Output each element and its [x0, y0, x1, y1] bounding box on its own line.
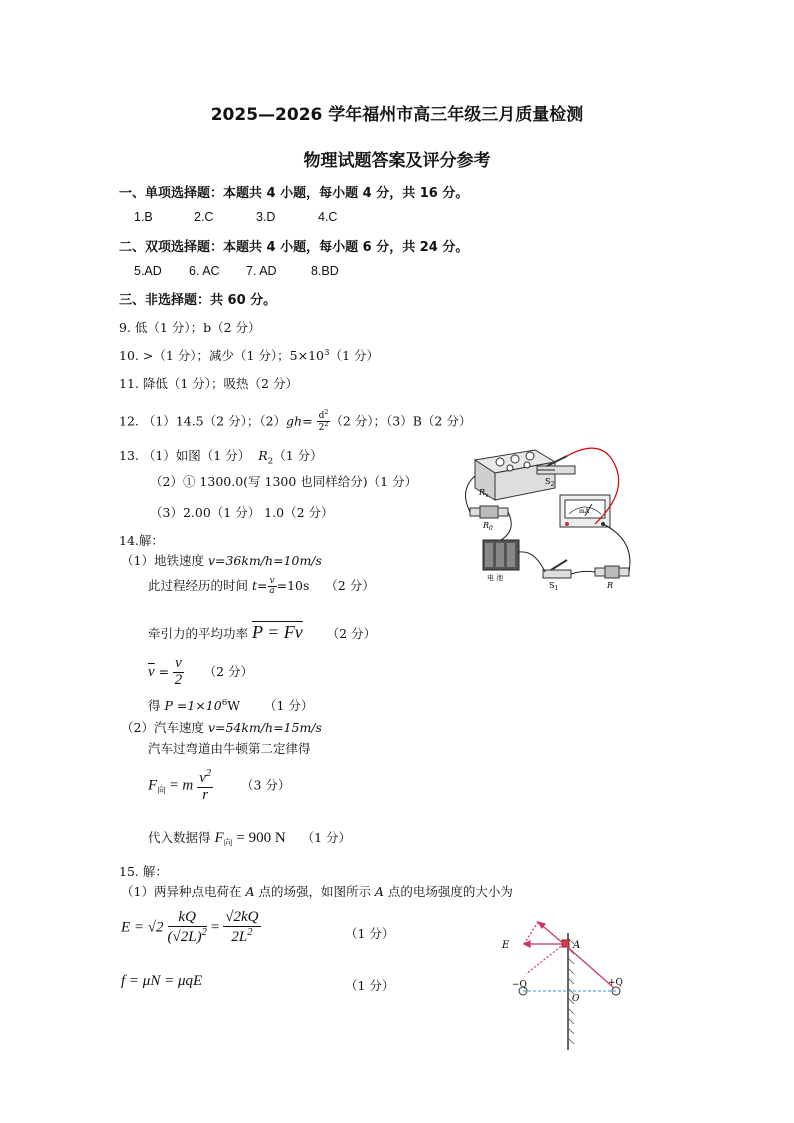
resistor-r0 [470, 506, 508, 518]
q14-result: 得 $P =1\times 10^6W$ （1 分） [148, 697, 314, 713]
page-subtitle: 物理试题答案及评分参考 [303, 151, 491, 171]
section-1-heading: 一、单项选择题：本题共 4 小题，每小题 4 分，共 16 分。 [119, 186, 469, 201]
answer-4: 4.C [318, 210, 338, 224]
label-s1: $S_1$ [549, 581, 559, 590]
q13-line-3: （3）2.00（1 分） 1.0（2 分） [150, 505, 334, 520]
q12-answer: 12. （1）14.5（2 分）；（2）gh= $\frac{d^2}{2^2}$ （2 分）；（3）B（2 分） [119, 409, 472, 434]
label-a: A [573, 940, 581, 951]
q12-fraction: $\frac{d^2}{2^2}$ [318, 409, 329, 434]
page-title: 2025—2026 学年福州市高三年级三月质量检测 [210, 105, 584, 125]
label-pos-q: +Q [608, 978, 623, 988]
answer-2: 2.C [194, 210, 214, 224]
field-diagram [498, 918, 628, 1053]
answer-6: 6. AC [189, 264, 220, 278]
label-o: O [572, 994, 580, 1004]
q14-power: 牵引力的平均功率 P = Fv （2 分） [148, 622, 377, 642]
q15-heading: 15. 解： [119, 864, 168, 879]
resistor-r [595, 566, 629, 578]
q13-line-1: 13. （1）如图（1 分） $R_2(1$ 分） [119, 448, 323, 467]
q15-friction-equation: f = μN = μqE [121, 973, 203, 989]
q14-time: 此过程经历的时间 t= $\frac{v}{a}$ =10s （2 分） [148, 575, 375, 596]
answer-8: 8.BD [311, 264, 339, 278]
q15-friction-score: （1 分） [345, 978, 395, 993]
battery [483, 540, 519, 570]
circuit-diagram [455, 440, 645, 590]
q14-substitution: 代入数据得 $F_向 = 900$ N （1 分） [148, 830, 352, 849]
section-3-heading: 三、非选择题：共 60 分。 [119, 293, 277, 308]
section-2-heading: 二、双项选择题：本题共 4 小题，每小题 6 分，共 24 分。 [119, 240, 469, 255]
label-ma: mA [579, 508, 590, 515]
q11-answer: 11. 降低（1 分）；吸热（2 分） [119, 376, 298, 391]
q13-line-2: （2）① 1300.0(写 1300 也同样给分)（1 分） [150, 474, 418, 489]
q14-heading: 14.解： [119, 533, 164, 548]
label-e: E [502, 940, 510, 951]
label-rx: $R_x$ [479, 488, 489, 499]
answer-1: 1.B [134, 210, 153, 224]
switch-s1 [543, 560, 571, 578]
q14-avg-velocity: $\overline{v}$ = $\frac{v}{2}$ （2 分） [148, 655, 254, 688]
field-vectors [524, 922, 614, 988]
answer-5: 5.AD [134, 264, 162, 278]
label-battery: 电 池 [487, 574, 504, 582]
answer-7: 7. AD [246, 264, 277, 278]
answer-3: 3.D [256, 210, 276, 224]
q15-field-score: （1 分） [345, 926, 395, 941]
q15-field-equation: E = √2 $\frac{kQ}{(√2L)^2}$ = $\frac{√2kQ}{2L^2}$ [121, 909, 259, 945]
label-r: R [607, 581, 614, 590]
label-r0: $R_0$ [483, 521, 493, 532]
q14-newton: 汽车过弯道由牛顿第二定律得 [148, 741, 311, 756]
label-s2: $S_2$ [545, 477, 555, 488]
q9-answer: 9. 低（1 分）；b（2 分） [119, 320, 261, 335]
q14-centripetal: $F_向 = m$ $\frac{v^2}{r}$ （3 分） [148, 768, 291, 803]
label-neg-q: −Q [512, 980, 527, 990]
q15-part1: （1）两异种点电荷在 A 点的场强，如图所示 A 点的电场强度的大小为 [121, 884, 513, 899]
q14-part2: （2）汽车速度 v=54km/h=15m/s [121, 720, 322, 735]
q10-answer: 10. >（1 分）；减少（1 分）；$5\times 10^3(1$ 分） [119, 347, 380, 363]
q14-part1: （1）地铁速度 v=36km/h=10m/s [121, 553, 322, 568]
